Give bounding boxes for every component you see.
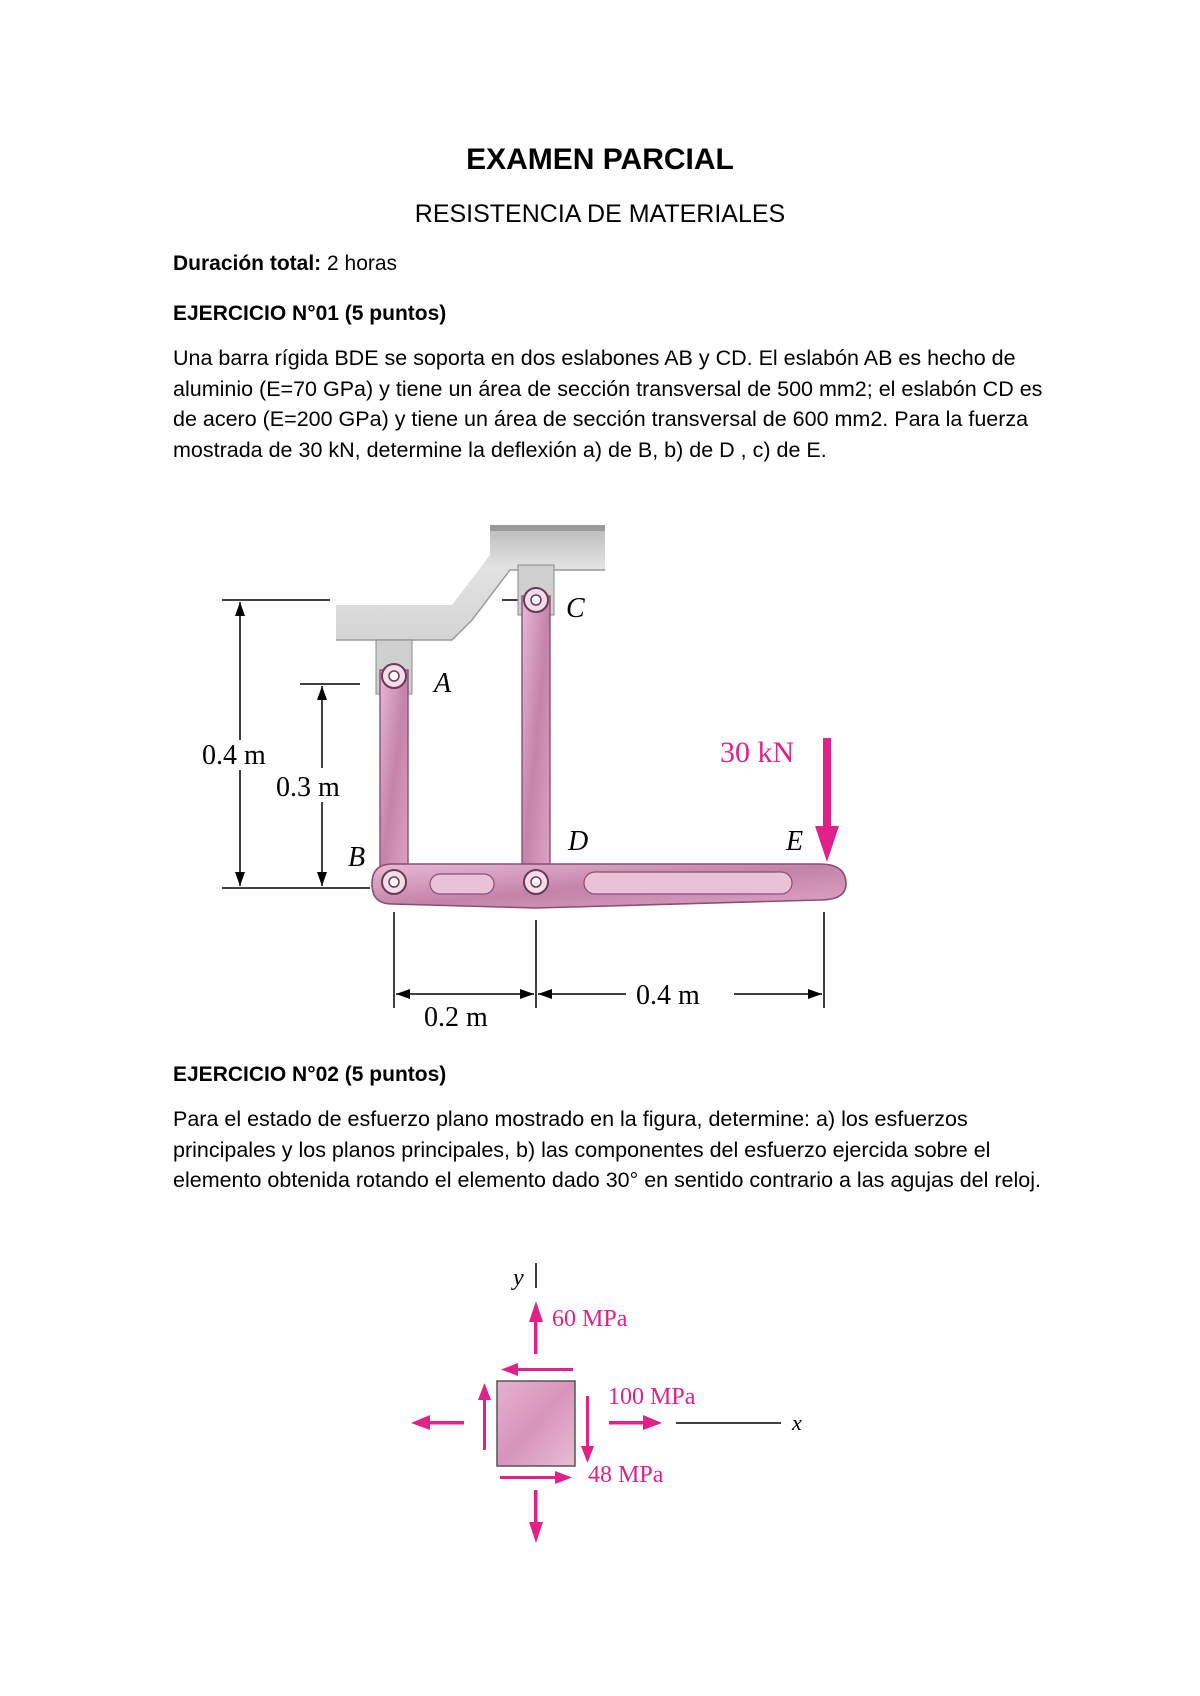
stress-element — [497, 1381, 575, 1466]
exercise1-heading: EJERCICIO N°01 (5 puntos) — [173, 302, 447, 325]
exercise2-text: Para el estado de esfuerzo plano mostrado en la figura, determine: a) los esfuerzos principales y los planos principales, b) las componentes del esfuerzo ejercida sobre el elemento obtenida rotando el elemento dado 30° en sentido contrario a las agujas del reloj. — [173, 1107, 1041, 1192]
pin-d — [524, 870, 548, 894]
dim-0-4m-horizontal-text: 0.4 m — [636, 980, 700, 1011]
label-e: E — [786, 826, 804, 857]
dim-0-2m-text: 0.2 m — [424, 1002, 488, 1033]
dim-0-4m-vertical — [202, 602, 266, 886]
dim-0-3m-vertical — [276, 686, 340, 886]
exercise2-heading: EJERCICIO N°02 (5 puntos) — [173, 1063, 447, 1086]
label-a: A — [434, 668, 452, 699]
exercise1-figure — [180, 520, 860, 1040]
label-b: B — [348, 842, 366, 873]
link-ab — [380, 670, 408, 885]
exercise1-text: Una barra rígida BDE se soporta en dos eslabones AB y CD. El eslabón AB es hecho de aluminio (E=70 GPa) y tiene un área de sección transversal de 500 mm2; el eslabón CD es de acero (E=200 GPa) y tiene un área de sección transversal de 600 mm2. Para la fuerza mostrada de 30 kN, determine la deflexión a) de B, b) de D , c) de E. — [173, 346, 1043, 462]
dim-0-4m-vertical-text: 0.4 m — [202, 740, 266, 771]
stress-100mpa-label: 100 MPa — [608, 1384, 696, 1410]
axis-y-label: y — [513, 1265, 524, 1291]
exam-title: EXAMEN PARCIAL — [466, 143, 734, 176]
duration-value: 2 horas — [327, 252, 398, 275]
pin-a — [382, 664, 406, 688]
fixed-support — [336, 528, 605, 640]
force-30kn — [720, 736, 839, 862]
dim-horizontal — [394, 912, 824, 1033]
exam-subtitle: RESISTENCIA DE MATERIALES — [414, 200, 786, 228]
pin-b — [382, 870, 406, 894]
shear-48mpa-label: 48 MPa — [588, 1462, 664, 1488]
force-30kn-text: 30 kN — [720, 736, 795, 769]
link-cd — [522, 596, 550, 886]
label-c: C — [566, 593, 585, 624]
label-d: D — [568, 826, 589, 857]
duration-label: Duración total: — [173, 252, 322, 275]
stress-60mpa-label: 60 MPa — [552, 1306, 628, 1332]
exercise2-figure — [400, 1255, 820, 1555]
duration-line — [173, 252, 397, 276]
pin-c — [524, 588, 548, 612]
dim-0-3m-vertical-text: 0.3 m — [276, 772, 340, 803]
axis-x-label: x — [792, 1410, 802, 1435]
